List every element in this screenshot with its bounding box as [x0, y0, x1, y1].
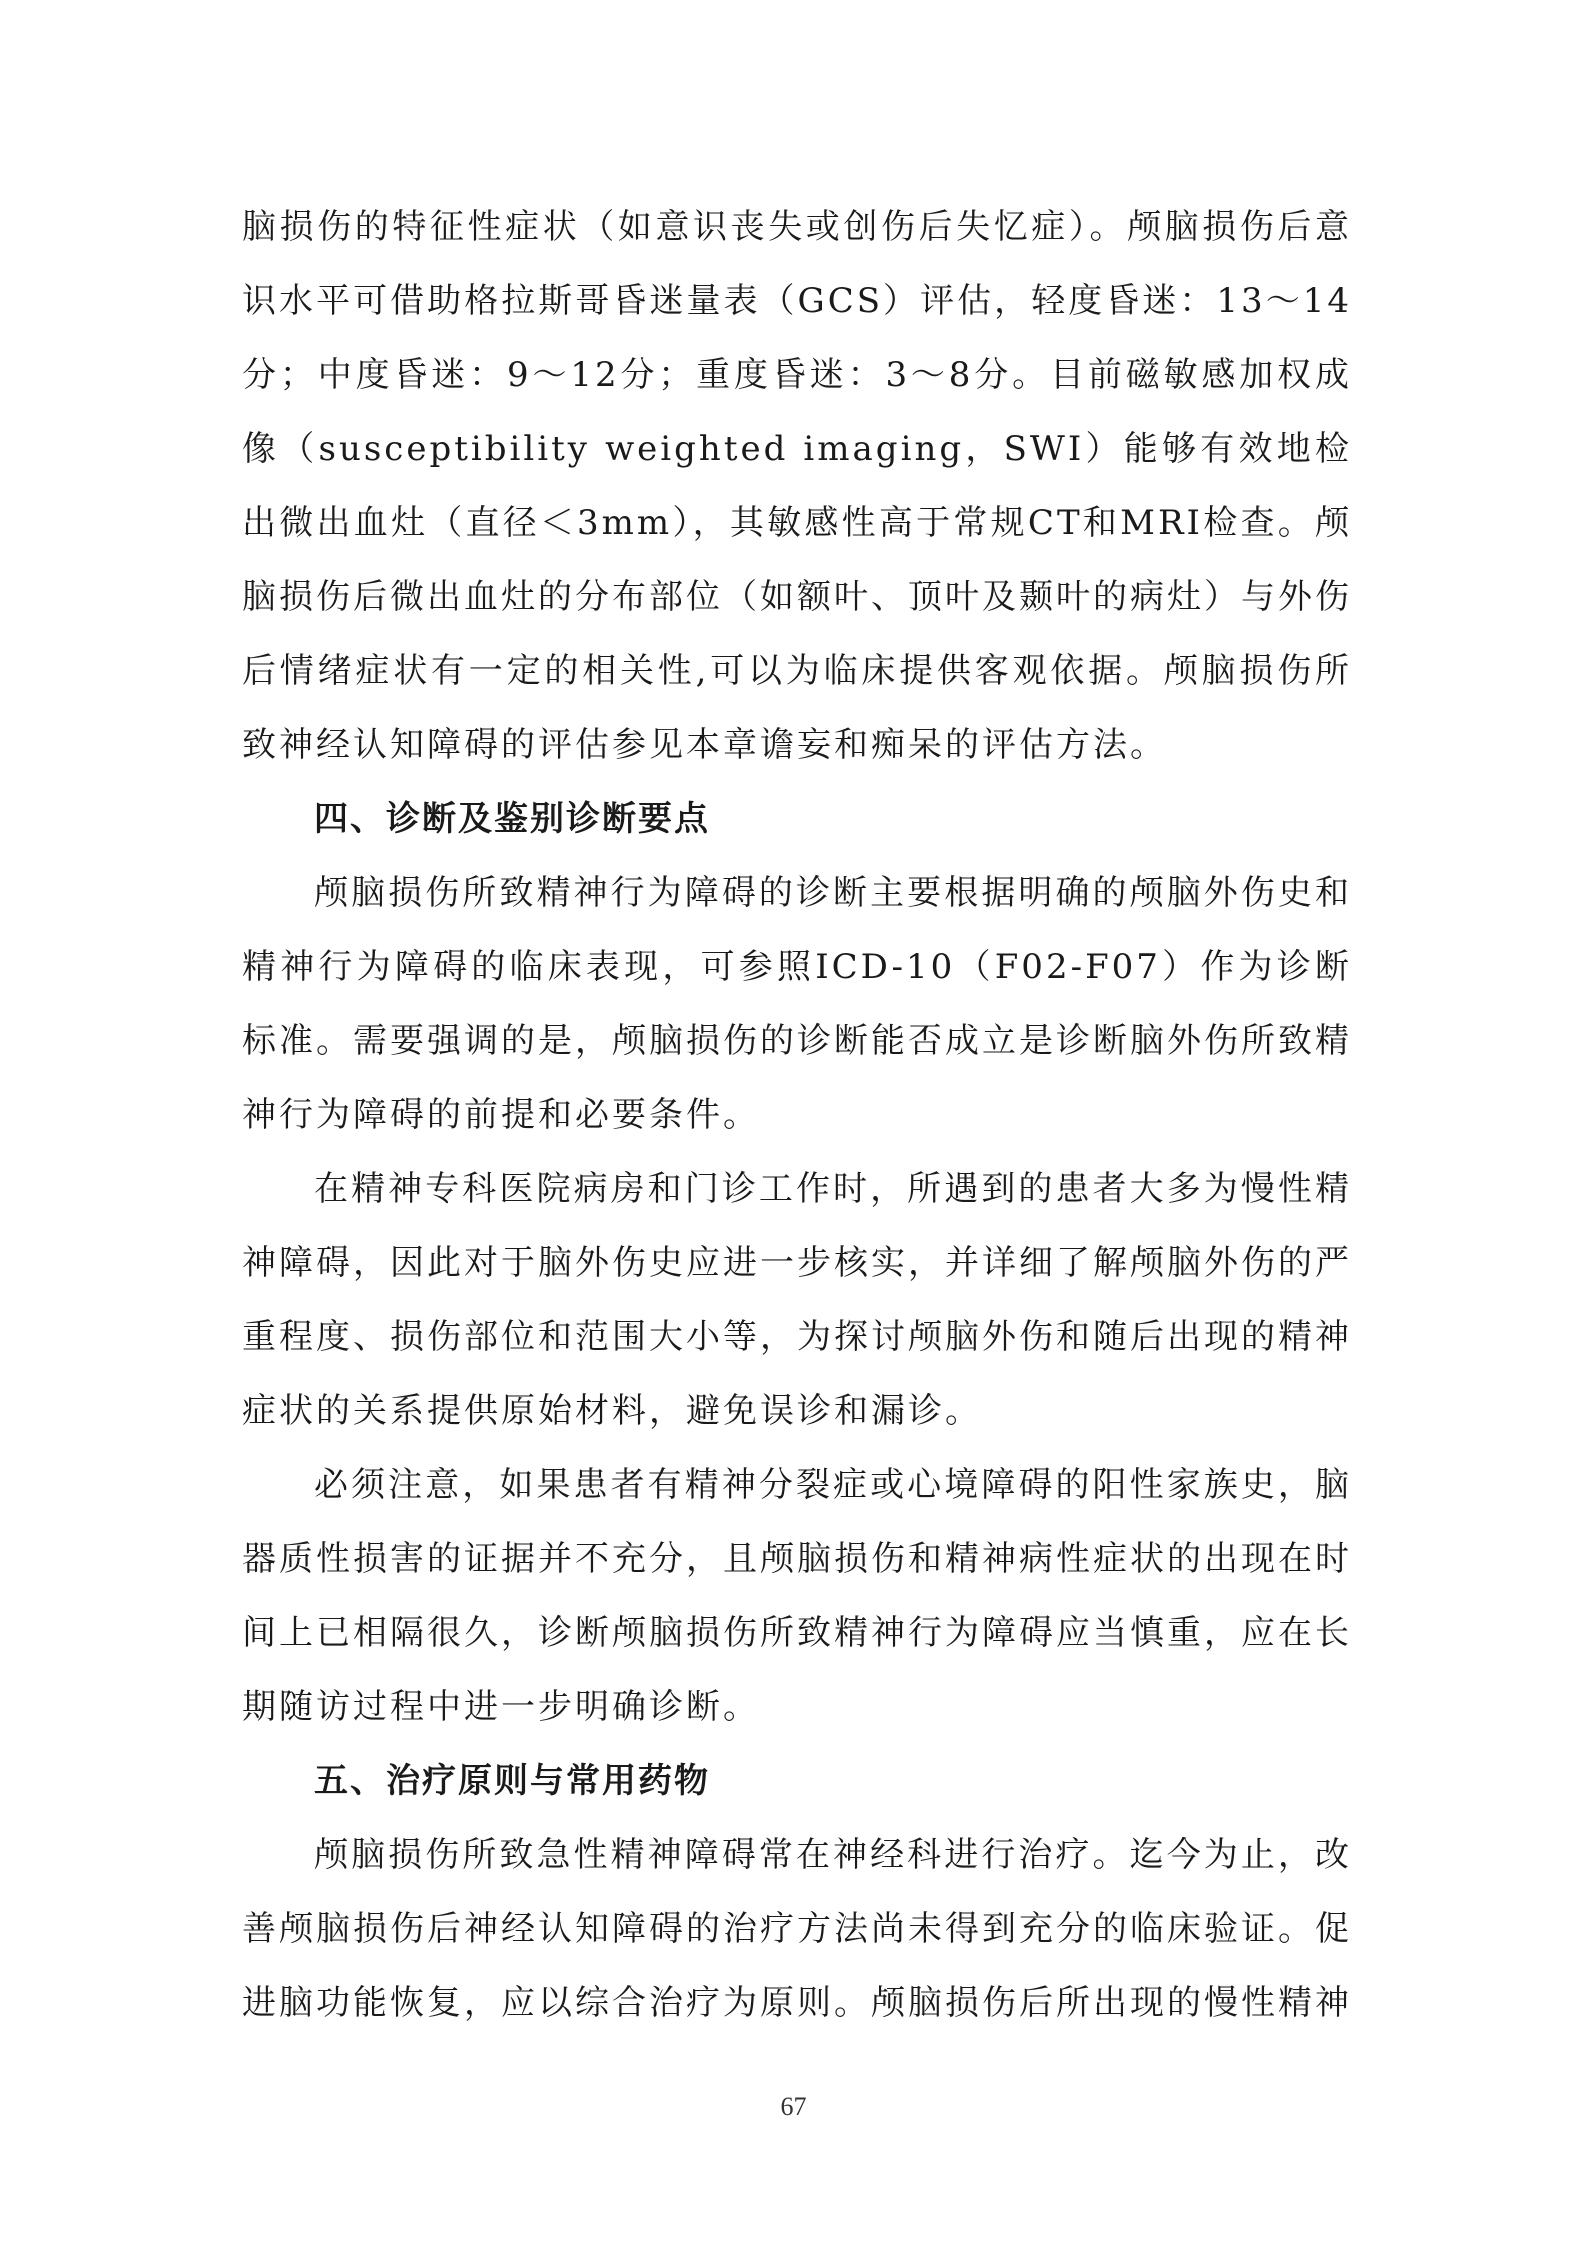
paragraph-treatment-principles: 颅脑损伤所致急性精神障碍常在神经科进行治疗。迄今为止，改善颅脑损伤后神经认知障碍的治疗方法尚未得到充分的临床验证。促进脑功能恢复，应以综合治疗为原则。颅脑损伤后所出现的慢性精神 [242, 1835, 1352, 2023]
section-heading-diagnosis: 四、诊断及鉴别诊断要点 [314, 799, 710, 839]
page-content [242, 190, 1352, 2040]
paragraph-assessment-continued: 脑损伤的特征性症状（如意识丧失或创伤后失忆症）。颅脑损伤后意识水平可借助格拉斯哥昏迷量表（GCS）评估，轻度昏迷：13～14分；中度昏迷：9～12分；重度昏迷：3～8分。目前磁敏感加权成像（susceptibility weighted imaging，SWI）能够有效地检出微出血灶（直径＜3mm），其敏感性高于常规CT和MRI检查。颅脑损伤后微出血灶的分布部位（如额叶、顶叶及颞叶的病灶）与外伤后情绪症状有一定的相关性,可以为临床提供客观依据。颅脑损伤所致神经认知障碍的评估参见本章谵妄和痴呆的评估方法。 [242, 207, 1352, 765]
paragraph-diagnosis-criteria: 颅脑损伤所致精神行为障碍的诊断主要根据明确的颅脑外伤史和精神行为障碍的临床表现，可参照ICD-10（F02-F07）作为诊断标准。需要强调的是，颅脑损伤的诊断能否成立是诊断脑外伤所致精神行为障碍的前提和必要条件。 [242, 873, 1352, 1135]
section-heading-treatment: 五、治疗原则与常用药物 [314, 1761, 710, 1801]
page-number: 67 [780, 2092, 807, 2121]
paragraph-clinical-verification: 在精神专科医院病房和门诊工作时，所遇到的患者大多为慢性精神障碍，因此对于脑外伤史应进一步核实，并详细了解颅脑外伤的严重程度、损伤部位和范围大小等，为探讨颅脑外伤和随后出现的精神症状的关系提供原始材料，避免误诊和漏诊。 [242, 1169, 1352, 1431]
paragraph-caution-note: 必须注意，如果患者有精神分裂症或心境障碍的阳性家族史，脑器质性损害的证据并不充分，且颅脑损伤和精神病性症状的出现在时间上已相隔很久，诊断颅脑损伤所致精神行为障碍应当慎重，应在长期随访过程中进一步明确诊断。 [242, 1465, 1352, 1727]
